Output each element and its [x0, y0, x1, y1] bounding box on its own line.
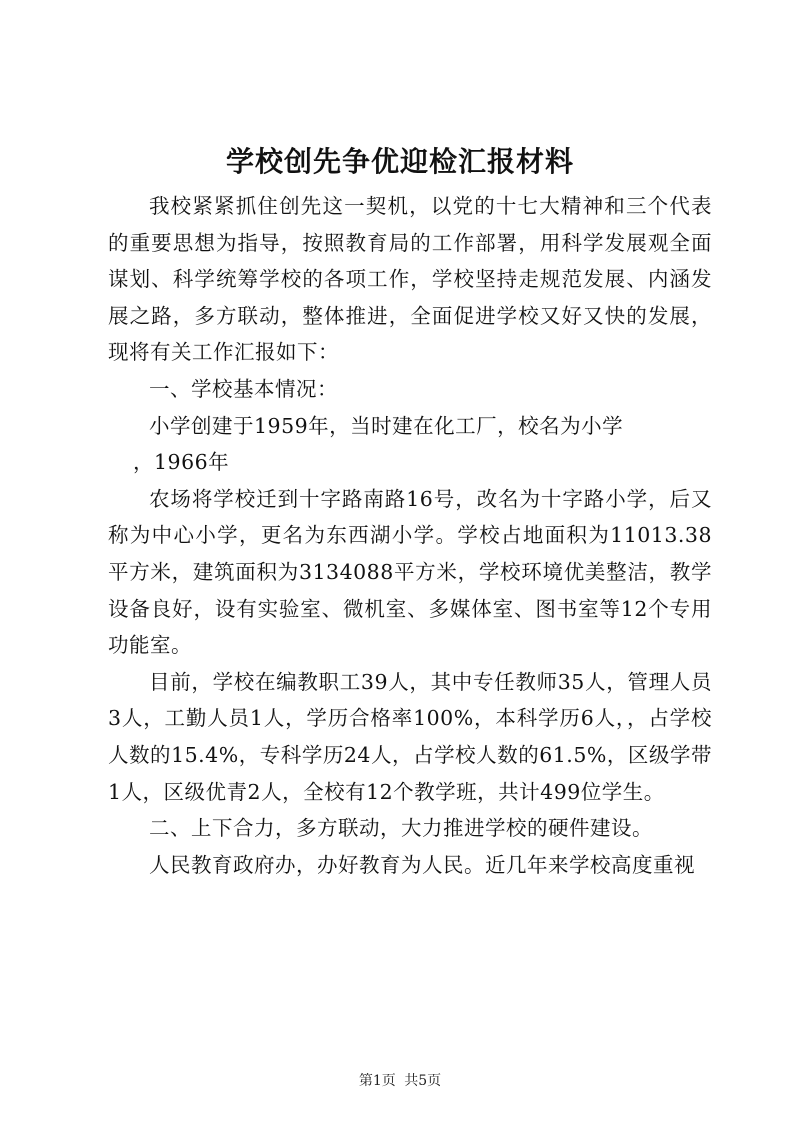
paragraph-staff: 目前，学校在编教职工39人，其中专任教师35人，管理人员3人，工勤人员1人，学历合格率100%，本科学历6人，，占学校人数的15.4%，专科学历24人，占学校人数的61.5%，区级学带1人，区级优青2人，全校有12个教学班，共计499位学生。	[108, 669, 712, 804]
paragraph-intro: 我校紧紧抓住创先这一契机，以党的十七大精神和三个代表的重要思想为指导，按照教育局的工作部署，用科学发展观全面谋划、科学统筹学校的各项工作，学校坚持走规范发展、内涵发展之路，多方联动，整体推进，全面促进学校又好又快的发展，现将有关工作汇报如下：	[108, 194, 712, 365]
paragraph-founding: 小学创建于1959年，当时建在化工厂，校名为小学	[149, 413, 624, 438]
paragraph-hardware-start: 人民教育政府办，办好教育为人民。近几年来学校高度重视	[149, 852, 695, 877]
page-total: 共5页	[404, 1073, 442, 1089]
paragraph-relocation: 农场将学校迁到十字路南路16号，改名为十字路小学，后又称为中心小学，更名为东西湖小学。学校占地面积为11013.38平方米，建筑面积为3134088平方米，学校环境优美整洁，教学设备良好，设有实验室、微机室、多媒体室、图书室等12个专用功能室。	[108, 486, 712, 658]
paragraph-founding-continued: ，1966年	[133, 450, 230, 475]
page-footer	[0, 1070, 800, 1090]
document-title: 学校创先争优迎检汇报材料	[225, 145, 574, 178]
section-heading-basic-info: 一、学校基本情况：	[149, 376, 338, 401]
page-number: 第1页	[358, 1073, 396, 1089]
section-heading-hardware: 二、上下合力，多方联动，大力推进学校的硬件建设。	[149, 816, 653, 841]
document-body	[108, 188, 712, 883]
